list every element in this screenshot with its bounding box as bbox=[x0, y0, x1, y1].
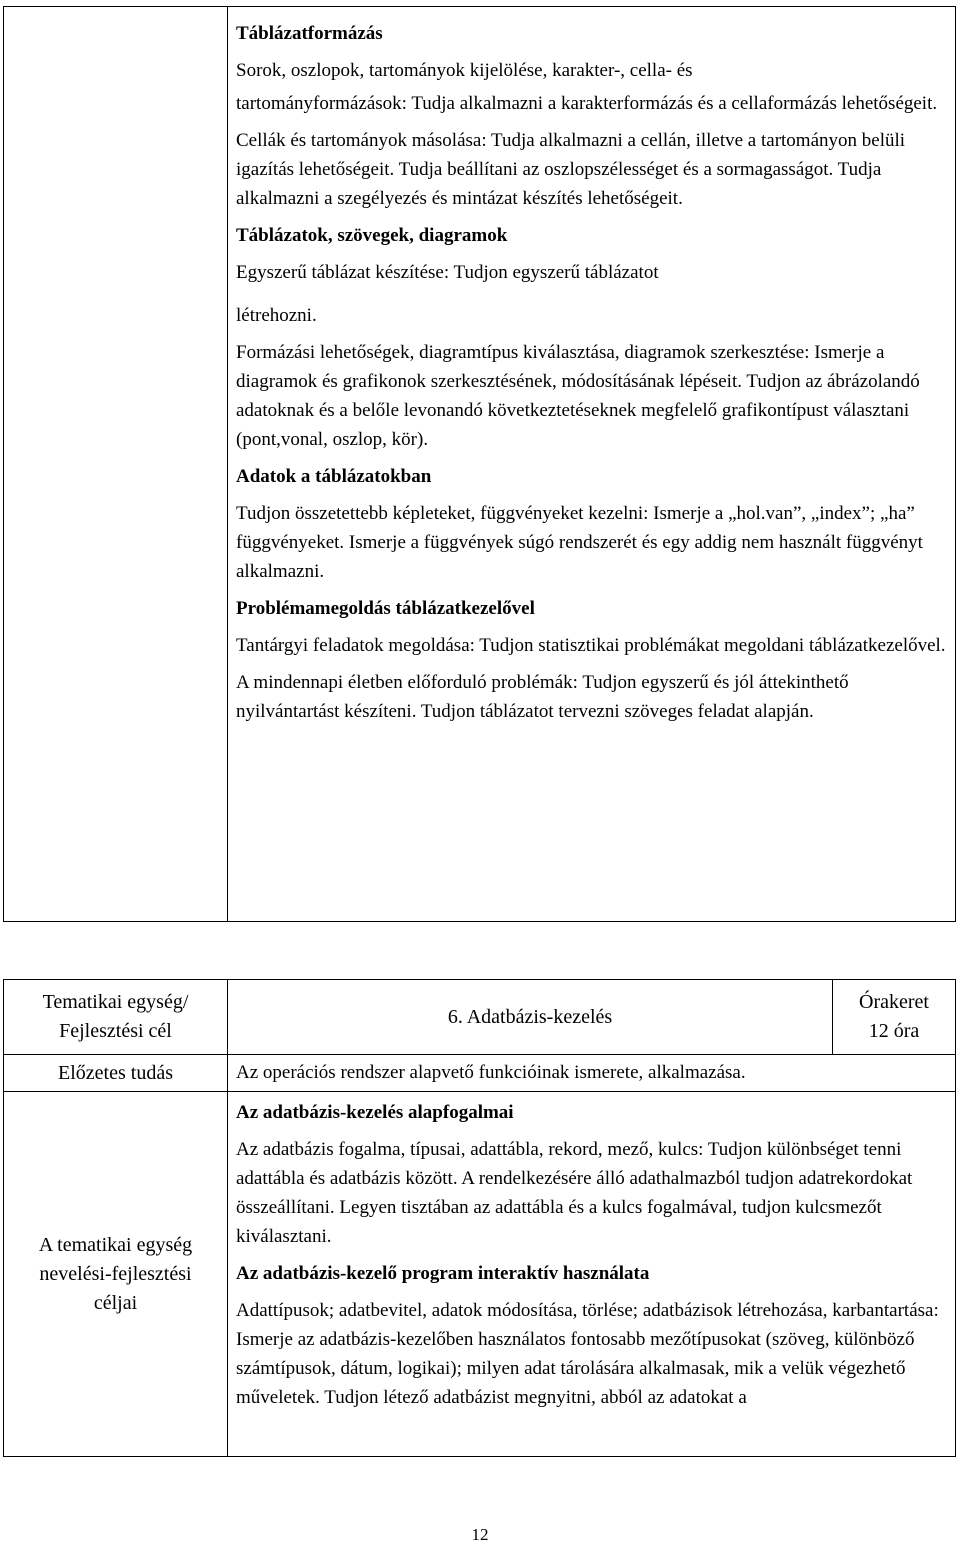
section-heading: Táblázatformázás bbox=[236, 23, 383, 44]
hours-value: 12 óra bbox=[868, 1020, 920, 1042]
curriculum-table-continuation bbox=[3, 6, 956, 922]
unit-title: 6. Adatbázis-kezelés bbox=[447, 1005, 613, 1028]
paragraph: A mindennapi életben előforduló problémák: Tudjon egyszerű és jól áttekinthető nyilvántartást készíteni. Tudjon táblázatot tervezni szöveges feladat alapján. bbox=[236, 672, 849, 722]
goals-label-line: céljai bbox=[93, 1291, 138, 1314]
paragraph: Tantárgyi feladatok megoldása: Tudjon statisztikai problémákat megoldani táblázatkezelővel. bbox=[236, 635, 946, 656]
paragraph: Tudjon összetettebb képleteket, függvényeket kezelni: Ismerje a „hol.van”, „index”; „ha” függvényeket. Ismerje a függvények súgó rendszerét és egy addig nem használt függvényt alkalmazni. bbox=[236, 503, 923, 582]
empty-label-cell bbox=[4, 7, 228, 922]
section-heading: Táblázatok, szövegek, diagramok bbox=[236, 225, 508, 246]
hours-label: Órakeret bbox=[859, 991, 929, 1013]
section-heading: Az adatbázis-kezelés alapfogalmai bbox=[236, 1102, 514, 1123]
goals-label-line: nevelési-fejlesztési bbox=[39, 1262, 192, 1285]
unit-title-cell bbox=[228, 980, 833, 1055]
paragraph: Egyszerű táblázat készítése: Tudjon egyszerű táblázatot bbox=[236, 262, 659, 283]
paragraph: Adattípusok; adatbevitel, adatok módosítása, törlése; adatbázisok létrehozása, karbantartása: Ismerje az adatbázis-kezelőben használatos fontosabb mezőtípusokat (szöveg, különböző számtípusok, dátum, logikai); milyen adat tárolására alkalmasak, mik a velük végezhető műveletek. Tudjon létező adatbázist megnyitni, abból az adatokat a bbox=[236, 1300, 939, 1408]
unit-label-line: Fejlesztési cél bbox=[59, 1020, 172, 1042]
prereq-text-cell bbox=[228, 1055, 956, 1092]
page-number: 12 bbox=[471, 1525, 489, 1544]
paragraph: Az adatbázis fogalma, típusai, adattábla, rekord, mező, kulcs: Tudjon különbséget tenni adattábla és adatbázis között. A rendelkezésére álló adathalmazból tudjon adatrekordokat összeállítani. Legyen tisztában az adattábla és a kulcs fogalmával, tudjon kulcsmezőt kiválasztani. bbox=[236, 1139, 913, 1247]
section-heading: Problémamegoldás táblázatkezelővel bbox=[236, 598, 535, 619]
goals-content-cell bbox=[228, 1092, 956, 1457]
prereq-label: Előzetes tudás bbox=[58, 1061, 173, 1084]
unit-label-line: Tematikai egység/ bbox=[42, 991, 189, 1013]
content-cell bbox=[228, 7, 956, 922]
unit-table bbox=[3, 979, 956, 1457]
section-heading: Adatok a táblázatokban bbox=[236, 466, 432, 487]
prereq-text: Az operációs rendszer alapvető funkcióinak ismerete, alkalmazása. bbox=[236, 1062, 746, 1083]
section-heading: Az adatbázis-kezelő program interaktív használata bbox=[236, 1263, 650, 1284]
paragraph: Cellák és tartományok másolása: Tudja alkalmazni a cellán, illetve a tartományon belüli igazítás lehetőségeit. Tudja beállítani az oszlopszélességet és a sormagasságot. Tudja alkalmazni a szegélyezés és mintázat készítés lehetőségeit. bbox=[236, 130, 906, 209]
paragraph: tartományformázások: Tudja alkalmazni a karakterformázás és a cellaformázás lehetőségeit. bbox=[236, 93, 938, 114]
hours-cell bbox=[833, 980, 956, 1055]
paragraph: létrehozni. bbox=[236, 305, 317, 326]
prereq-label-cell bbox=[4, 1055, 228, 1092]
unit-label-cell bbox=[4, 980, 228, 1055]
goals-label-cell bbox=[4, 1092, 228, 1457]
paragraph: Sorok, oszlopok, tartományok kijelölése, karakter-, cella- és bbox=[236, 60, 693, 81]
goals-label-line: A tematikai egység bbox=[38, 1233, 193, 1256]
paragraph: Formázási lehetőségek, diagramtípus kiválasztása, diagramok szerkesztése: Ismerje a diagramok és grafikonok szerkesztésének, módosításának lépéseit. Tudjon az ábrázolandó adatoknak és a belőle levonandó következtetéseknek megfelelő grafikontípust választani (pont,vonal, oszlop, kör). bbox=[236, 342, 920, 450]
